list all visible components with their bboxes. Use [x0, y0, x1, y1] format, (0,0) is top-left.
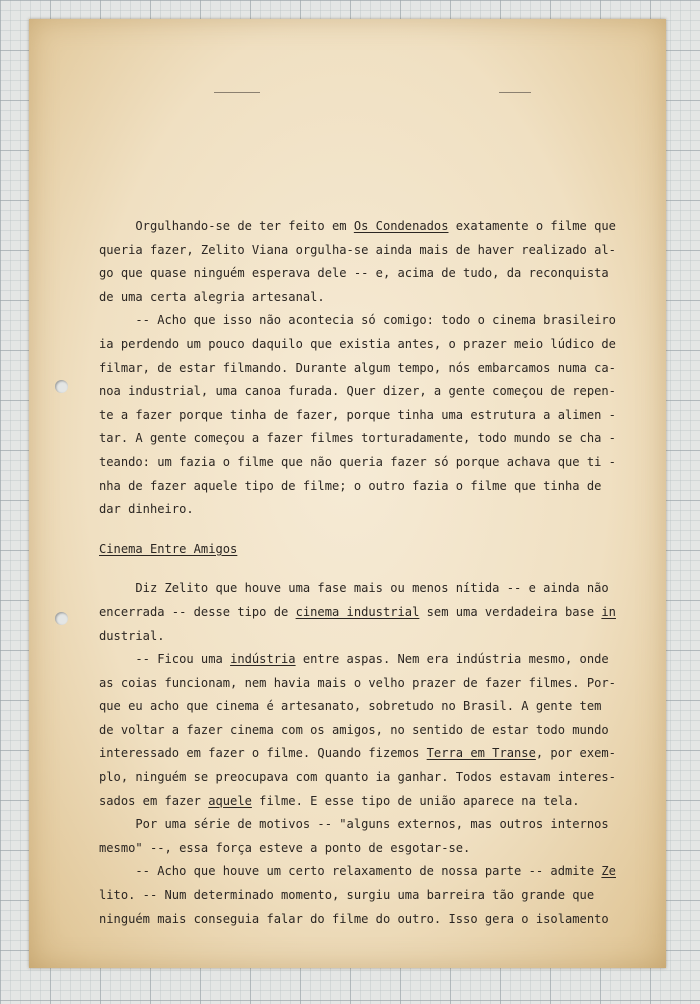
- header-rule-left: [214, 92, 260, 93]
- typewritten-page: [29, 19, 666, 968]
- text-segment: Orgulhando-se de ter feito em: [99, 219, 354, 233]
- text-line: [99, 860, 639, 884]
- text-line: [99, 625, 639, 649]
- underlined-text: Ze: [601, 864, 616, 879]
- paragraph-gap: [99, 561, 639, 577]
- text-line: [99, 309, 639, 333]
- text-line: [99, 790, 639, 814]
- text-line: [99, 538, 639, 562]
- text-segment: filmar, de estar filmando. Durante algum tempo, nós embarcamos numa ca-: [99, 360, 616, 375]
- underlined-text: in: [601, 604, 616, 619]
- text-line: [99, 672, 639, 696]
- text-segment: , por exem-: [535, 746, 616, 761]
- text-segment: teando: um fazia o filme que não queria fazer só porque achava que ti -: [99, 454, 616, 469]
- text-segment: -- Ficou uma: [99, 652, 231, 667]
- underlined-text: cinema industrial: [295, 604, 420, 619]
- text-segment: -- Acho que isso não acontecia só comigo: todo o cinema brasileiro: [99, 313, 616, 328]
- text-line: [99, 577, 639, 601]
- text-segment: Diz Zelito que houve uma fase mais ou menos nítida -- e ainda não: [99, 581, 609, 596]
- text-segment: sados em fazer: [99, 793, 209, 808]
- text-segment: noa industrial, uma canoa furada. Quer dizer, a gente começou de repen-: [99, 384, 616, 399]
- text-segment: ninguém mais conseguia falar do filme do outro. Isso gera o isolamento: [99, 911, 609, 926]
- underlined-text: Cinema Entre Amigos: [99, 541, 238, 556]
- text-line: [99, 215, 639, 239]
- text-segment: tar. A gente começou a fazer filmes torturadamente, todo mundo se cha -: [99, 431, 616, 446]
- text-segment: filme. E esse tipo de união aparece na tela.: [251, 793, 580, 808]
- text-segment: dustrial.: [99, 628, 165, 643]
- text-segment: exatamente o filme que: [448, 219, 616, 233]
- header-rule-right: [499, 92, 531, 93]
- text-segment: lito. -- Num determinado momento, surgiu uma barreira tão grande que: [99, 888, 595, 903]
- underlined-text: indústria: [230, 652, 296, 667]
- body-text: [99, 215, 639, 931]
- paragraph-gap: [99, 522, 639, 538]
- text-line: [99, 427, 639, 451]
- text-line: [99, 404, 639, 428]
- text-line: [99, 695, 639, 719]
- text-segment: de uma certa alegria artesanal.: [99, 289, 325, 304]
- text-segment: encerrada -- desse tipo de: [99, 604, 296, 619]
- text-line: [99, 719, 639, 743]
- text-segment: -- Acho que houve um certo relaxamento de nossa parte -- admite: [99, 864, 602, 879]
- text-segment: mesmo" --, essa força esteve a ponto de esgotar-se.: [99, 840, 471, 855]
- text-line: [99, 239, 639, 263]
- text-line: [99, 357, 639, 381]
- text-segment: nha de fazer aquele tipo de filme; o outro fazia o filme que tinha de: [99, 478, 602, 493]
- text-line: [99, 262, 639, 286]
- text-segment: te a fazer porque tinha de fazer, porque tinha uma estrutura a alimen -: [99, 407, 616, 422]
- text-segment: dar dinheiro.: [99, 502, 194, 517]
- text-line: [99, 837, 639, 861]
- text-line: [99, 451, 639, 475]
- text-segment: sem uma verdadeira base: [419, 604, 602, 619]
- text-line: [99, 884, 639, 908]
- text-segment: ia perdendo um pouco daquilo que existia antes, o prazer meio lúdico de: [99, 336, 616, 351]
- text-segment: Por uma série de motivos -- "alguns externos, mas outros internos: [99, 817, 609, 832]
- text-segment: queria fazer, Zelito Viana orgulha-se ainda mais de haver realizado al-: [99, 242, 616, 257]
- underlined-text: Os Condenados: [353, 219, 449, 233]
- text-line: [99, 813, 639, 837]
- text-segment: de voltar a fazer cinema com os amigos, no sentido de estar todo mundo: [99, 722, 609, 737]
- underlined-text: Terra em Transe: [426, 746, 536, 761]
- punch-hole-upper: [55, 380, 68, 393]
- text-line: [99, 380, 639, 404]
- text-segment: entre aspas. Nem era indústria mesmo, onde: [295, 652, 609, 667]
- text-line: [99, 498, 639, 522]
- text-line: [99, 908, 639, 932]
- text-segment: que eu acho que cinema é artesanato, sobretudo no Brasil. A gente tem: [99, 699, 602, 714]
- underlined-text: aquele: [208, 793, 252, 808]
- text-segment: go que quase ninguém esperava dele -- e, acima de tudo, da reconquista: [99, 266, 609, 281]
- text-line: [99, 286, 639, 310]
- text-line: [99, 766, 639, 790]
- text-line: [99, 333, 639, 357]
- text-segment: as coias funcionam, nem havia mais o velho prazer de fazer filmes. Por-: [99, 675, 616, 690]
- punch-hole-lower: [55, 612, 68, 625]
- text-line: [99, 648, 639, 672]
- text-line: [99, 475, 639, 499]
- text-line: [99, 742, 639, 766]
- text-line: [99, 601, 639, 625]
- text-segment: plo, ninguém se preocupava com quanto ia ganhar. Todos estavam interes-: [99, 770, 616, 785]
- text-segment: interessado em fazer o filme. Quando fizemos: [99, 746, 427, 761]
